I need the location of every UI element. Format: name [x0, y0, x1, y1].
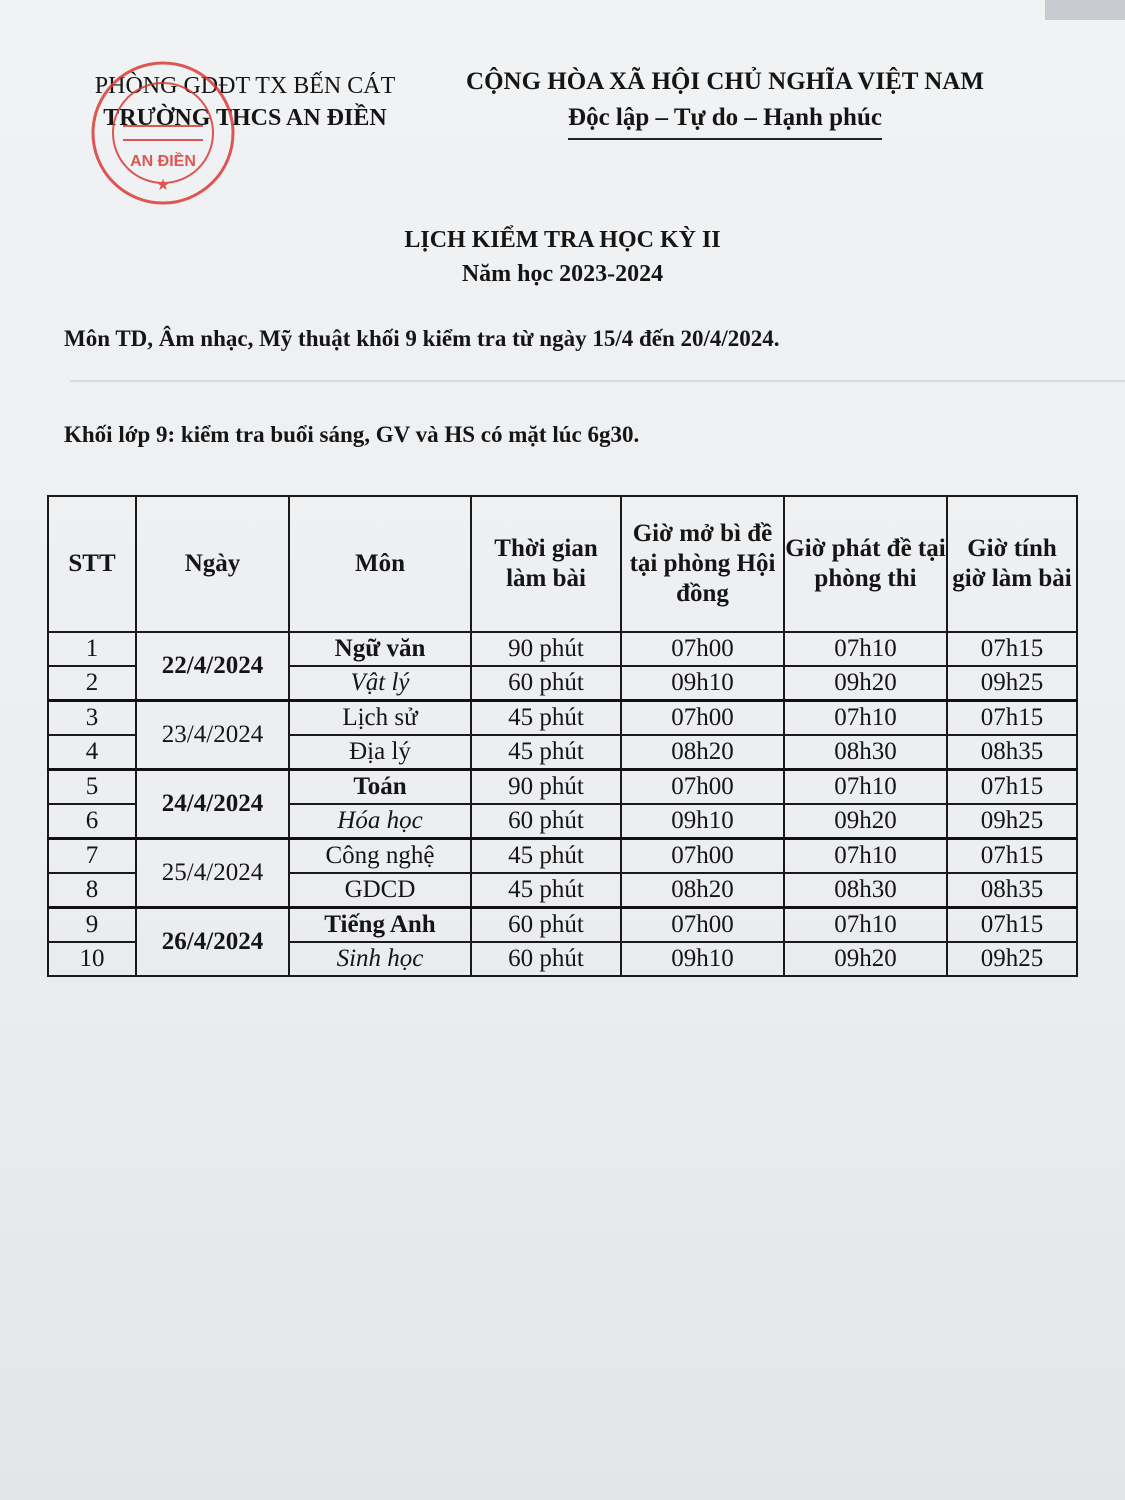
cell-date: 22/4/2024 — [136, 632, 289, 701]
cell-duration: 90 phút — [471, 632, 621, 666]
cell-duration: 45 phút — [471, 701, 621, 736]
cell-distribute-time: 08h30 — [784, 873, 947, 908]
cell-subject: GDCD — [289, 873, 471, 908]
fold-shadow — [70, 380, 1125, 382]
cell-subject: Lịch sử — [289, 701, 471, 736]
exam-schedule-table — [47, 495, 1078, 977]
school-name: TRƯỜNG THCS AN ĐIỀN — [103, 105, 387, 131]
cell-open-time: 07h00 — [621, 908, 784, 943]
table-row — [48, 632, 1077, 666]
table-row — [48, 701, 1077, 736]
cell-distribute-time: 09h20 — [784, 942, 947, 976]
cell-distribute-time: 07h10 — [784, 632, 947, 666]
cell-start-time: 09h25 — [947, 804, 1077, 839]
cell-stt: 5 — [48, 770, 136, 805]
cell-open-time: 07h00 — [621, 770, 784, 805]
cell-distribute-time: 09h20 — [784, 804, 947, 839]
cell-date: 25/4/2024 — [136, 839, 289, 908]
cell-distribute-time: 07h10 — [784, 839, 947, 874]
cell-start-time: 09h25 — [947, 942, 1077, 976]
cell-distribute-time: 09h20 — [784, 666, 947, 701]
cell-stt: 6 — [48, 804, 136, 839]
cell-open-time: 07h00 — [621, 701, 784, 736]
cell-subject: Công nghệ — [289, 839, 471, 874]
cell-open-time: 09h10 — [621, 666, 784, 701]
cell-distribute-time: 07h10 — [784, 701, 947, 736]
col-header-open-time: Giờ mở bì đề tại phòng Hội đồng — [621, 496, 784, 632]
cell-subject: Ngữ văn — [289, 632, 471, 666]
cell-stt: 3 — [48, 701, 136, 736]
cell-subject: Toán — [289, 770, 471, 805]
cell-open-time: 07h00 — [621, 839, 784, 874]
stamp-text: AN ĐIỀN — [130, 153, 196, 170]
cell-open-time: 07h00 — [621, 632, 784, 666]
cell-start-time: 09h25 — [947, 666, 1077, 701]
cell-duration: 60 phút — [471, 942, 621, 976]
col-header-distribute-time: Giờ phát đề tại phòng thi — [784, 496, 947, 632]
cell-start-time: 08h35 — [947, 735, 1077, 770]
cell-stt: 8 — [48, 873, 136, 908]
col-header-stt: STT — [48, 496, 136, 632]
cell-duration: 60 phút — [471, 666, 621, 701]
cell-date: 26/4/2024 — [136, 908, 289, 977]
cell-subject: Sinh học — [289, 942, 471, 976]
cell-stt: 7 — [48, 839, 136, 874]
cell-duration: 90 phút — [471, 770, 621, 805]
col-header-date: Ngày — [136, 496, 289, 632]
cell-date: 24/4/2024 — [136, 770, 289, 839]
table-row — [48, 770, 1077, 805]
department-name: PHÒNG GDĐT TX BẾN CÁT — [94, 73, 396, 99]
paper-clip — [1045, 0, 1125, 20]
cell-open-time: 09h10 — [621, 942, 784, 976]
cell-stt: 4 — [48, 735, 136, 770]
cell-open-time: 08h20 — [621, 873, 784, 908]
cell-start-time: 07h15 — [947, 839, 1077, 874]
cell-stt: 10 — [48, 942, 136, 976]
school-year: Năm học 2023-2024 — [461, 261, 664, 287]
cell-date: 23/4/2024 — [136, 701, 289, 770]
cell-duration: 45 phút — [471, 873, 621, 908]
cell-start-time: 08h35 — [947, 873, 1077, 908]
cell-distribute-time: 07h10 — [784, 770, 947, 805]
cell-start-time: 07h15 — [947, 770, 1077, 805]
cell-subject: Địa lý — [289, 735, 471, 770]
cell-stt: 1 — [48, 632, 136, 666]
nation-name: CỘNG HÒA XÃ HỘI CHỦ NGHĨA VIỆT NAM — [466, 68, 984, 95]
col-header-start-time: Giờ tính giờ làm bài — [947, 496, 1077, 632]
cell-distribute-time: 08h30 — [784, 735, 947, 770]
document-title: LỊCH KIỂM TRA HỌC KỲ II — [404, 227, 721, 253]
note-grade-9: Khối lớp 9: kiểm tra buổi sáng, GV và HS có mặt lúc 6g30. — [64, 422, 640, 447]
cell-start-time: 07h15 — [947, 701, 1077, 736]
svg-text:★: ★ — [155, 177, 171, 194]
cell-duration: 45 phút — [471, 839, 621, 874]
nation-motto: Độc lập – Tự do – Hạnh phúc — [568, 100, 882, 140]
cell-duration: 60 phút — [471, 804, 621, 839]
note-arts-pe: Môn TD, Âm nhạc, Mỹ thuật khối 9 kiểm tra từ ngày 15/4 đến 20/4/2024. — [64, 326, 780, 351]
table-header-row — [48, 496, 1077, 632]
cell-duration: 60 phút — [471, 908, 621, 943]
header-right — [440, 64, 1010, 140]
cell-duration: 45 phút — [471, 735, 621, 770]
cell-subject: Hóa học — [289, 804, 471, 839]
table-row — [48, 839, 1077, 874]
cell-start-time: 07h15 — [947, 908, 1077, 943]
cell-subject: Vật lý — [289, 666, 471, 701]
cell-distribute-time: 07h10 — [784, 908, 947, 943]
official-stamp — [88, 48, 238, 218]
table-row — [48, 908, 1077, 943]
col-header-subject: Môn — [289, 496, 471, 632]
cell-subject: Tiếng Anh — [289, 908, 471, 943]
cell-stt: 2 — [48, 666, 136, 701]
cell-open-time: 09h10 — [621, 804, 784, 839]
cell-start-time: 07h15 — [947, 632, 1077, 666]
cell-open-time: 08h20 — [621, 735, 784, 770]
cell-stt: 9 — [48, 908, 136, 943]
col-header-duration: Thời gian làm bài — [471, 496, 621, 632]
